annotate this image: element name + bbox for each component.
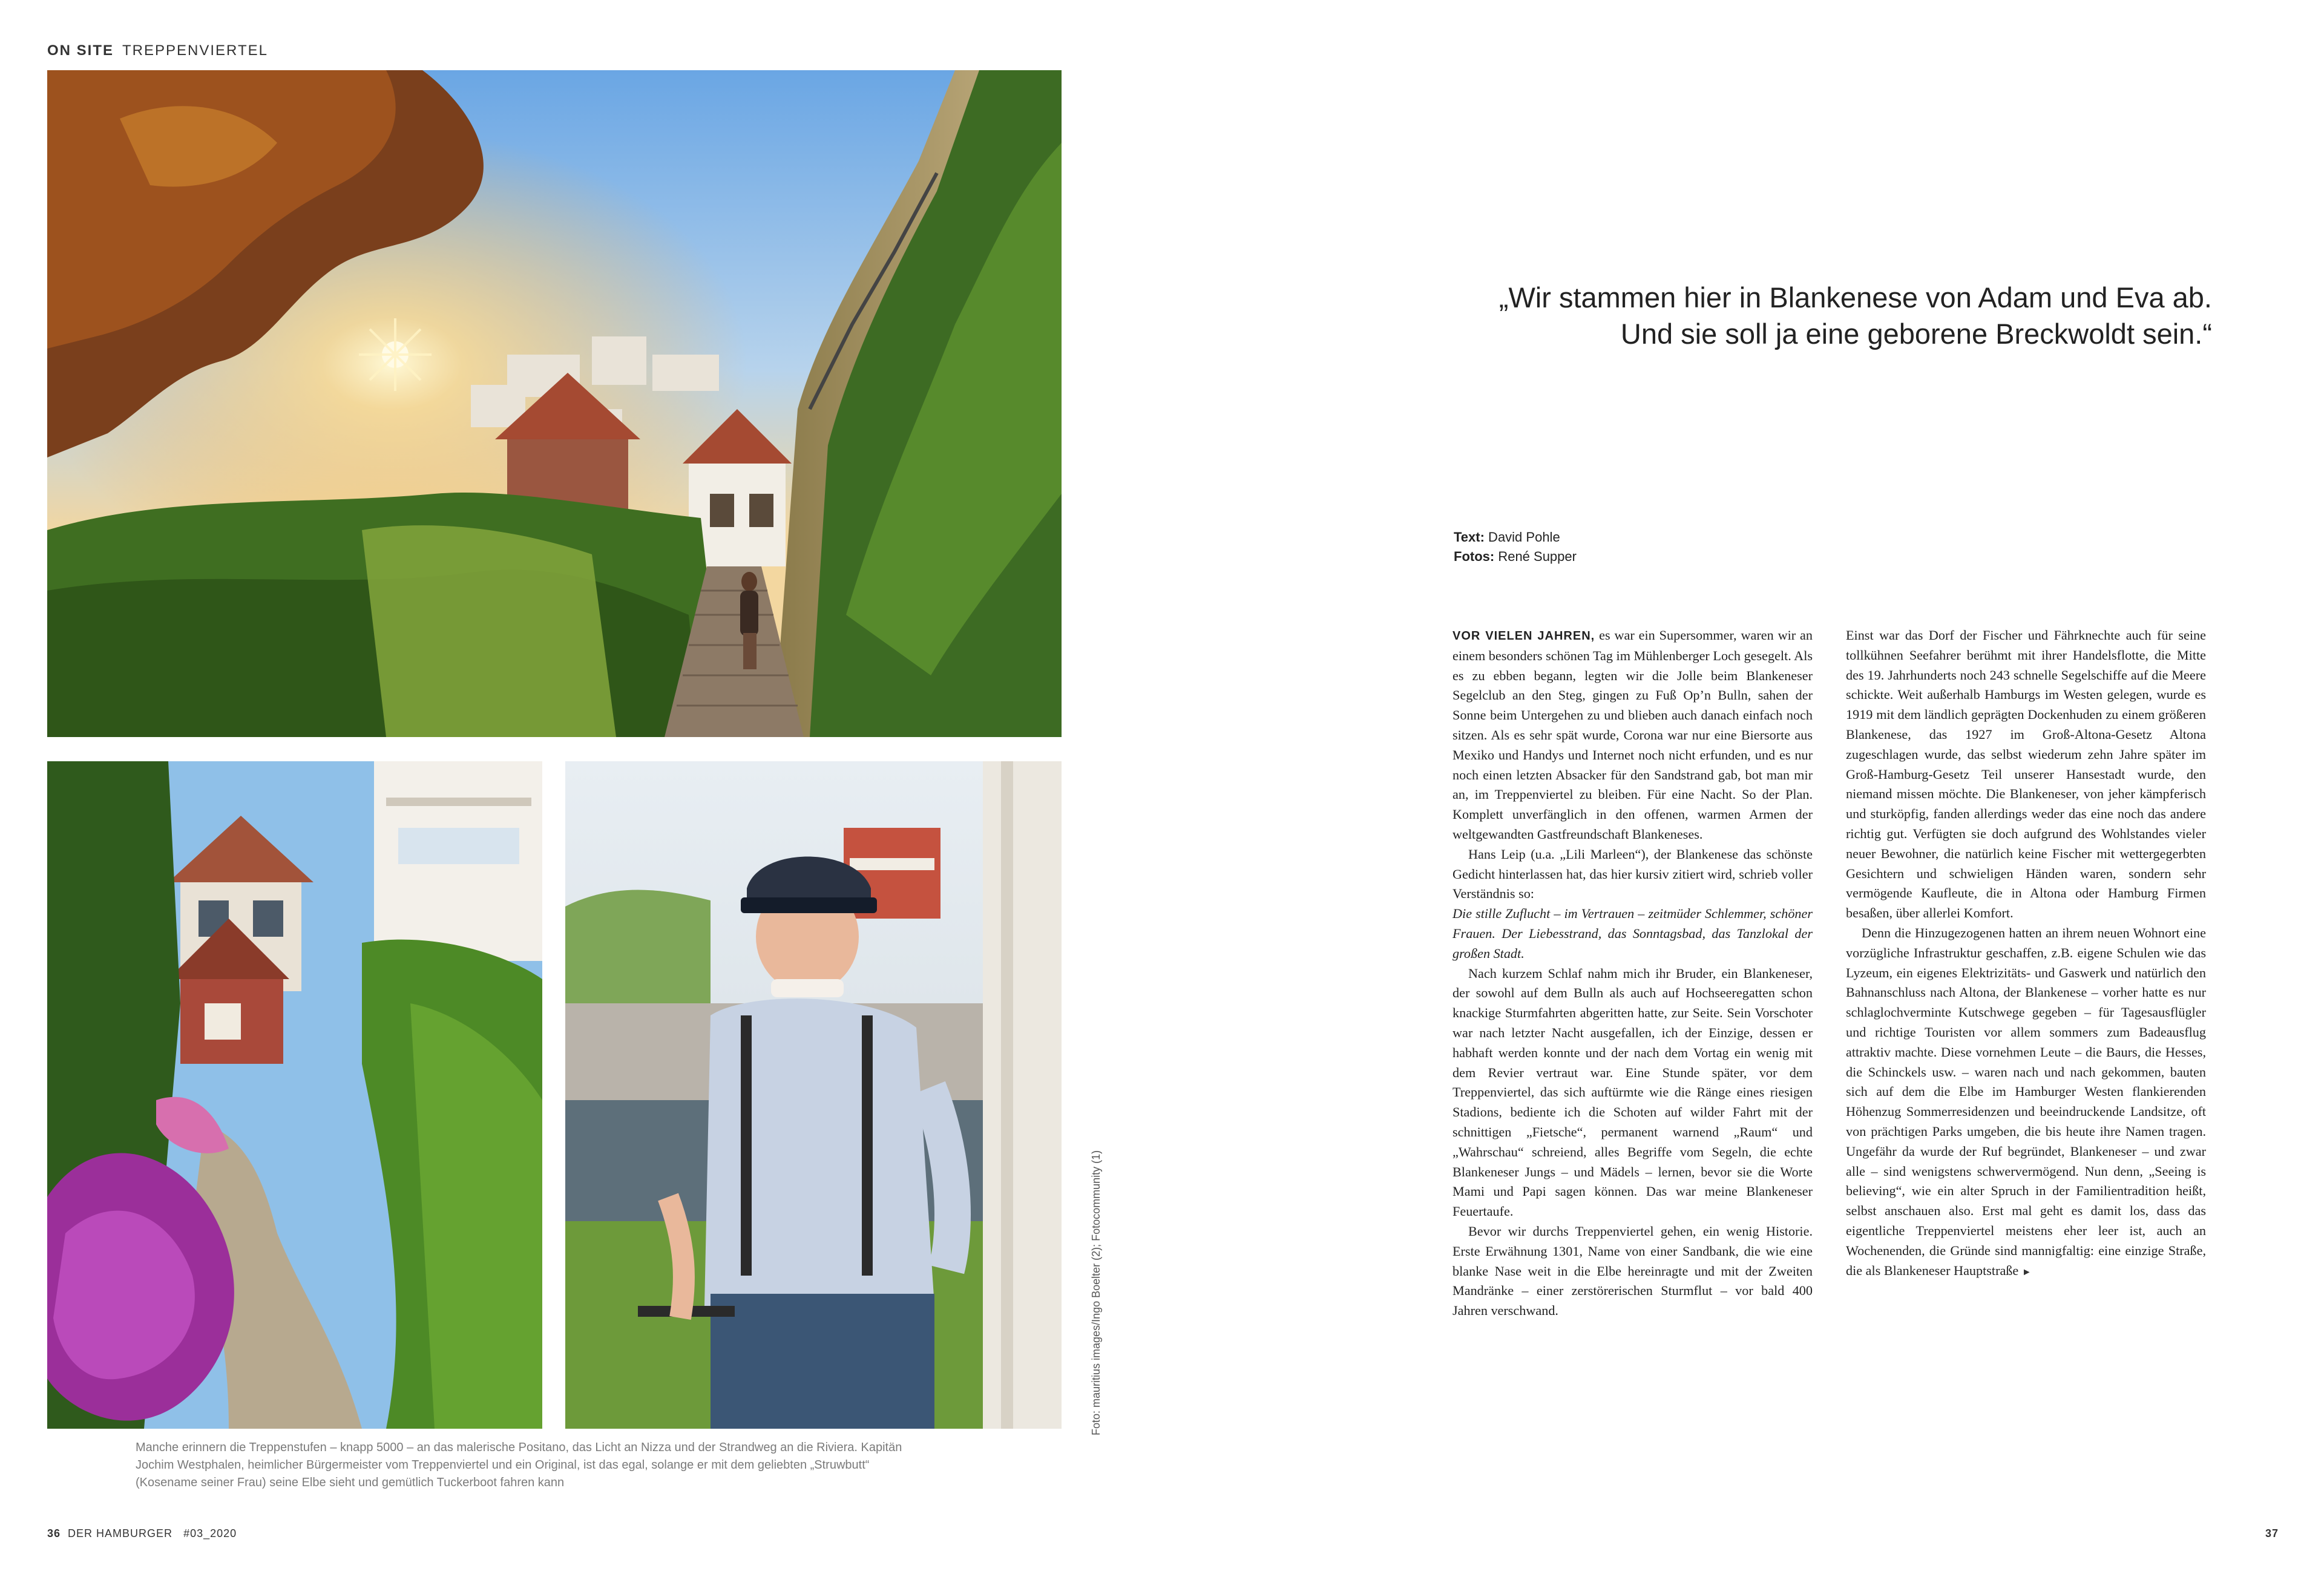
issue-number: #03_2020 xyxy=(183,1527,237,1539)
body-paragraph-2: Hans Leip (u.a. „Lili Marleen“), der Blankenese das schönste Gedicht hinterlassen hat, das hier kursiv zitiert wird, schrieb voller Verständnis so: xyxy=(1452,846,1813,902)
pull-quote xyxy=(1452,280,2212,352)
lead-in: VOR VIELEN JAHREN, xyxy=(1452,629,1595,643)
poem-text: Die stille Zuflucht – im Vertrauen – zeitmüder Schlemmer, schöner Frauen. Der Liebesstrand, das Sonntagsbad, das Tanzlokal der großen Stadt. xyxy=(1452,906,1813,961)
magazine-name: DER HAMBURGER xyxy=(68,1527,173,1539)
byline-author: David Pohle xyxy=(1484,529,1560,545)
captain-portrait-photo xyxy=(565,761,1062,1429)
continue-arrow-icon: ► xyxy=(2021,1267,2032,1277)
photo-credit-text: Foto: mauritius images/Ingo Boelter (2); Fotocommunity (1) xyxy=(1090,1150,1102,1435)
byline-photo-row xyxy=(1454,547,1577,566)
page-number-right: 37 xyxy=(2265,1527,2279,1539)
staircase-sunset-photo xyxy=(47,70,1062,737)
byline-text-label: Text: xyxy=(1454,529,1485,545)
photo-caption: Manche erinnern die Treppenstufen – knapp 5000 – an das malerische Positano, das Licht an Nizza und der Strandweg an die Riviera. Kapitän Jochim Westphalen, heimlicher Bürgermeister vom Treppenviertel und ein Original, ist das egal, solange er mit dem geliebten „Struwbutt“ (Kosename seiner Frau) seine Elbe sieht und gemütlich Tuckerboot fahren kann xyxy=(136,1441,902,1489)
body-paragraph-3: Nach kurzem Schlaf nahm mich ihr Bruder, ein Blankeneser, der sowohl auf dem Bulln als auch auf Hochseeregatten schon knackige Sturmfahrten abgeritten hatte, zur Seite. Sein Vorschoter war nach letzter Nacht ausgefallen, ich der Einzige, dessen er habhaft werden konnte und der nach dem Vortag ein wenig mit dem Revier vertraut war. Eine Stunde später, vor dem Treppenviertel, das sich auftürmte wie die Ränge eines riesigen Stadions, bediente ich die Schoten auf wilder Fahrt mit der schnittigen „Fietsche“, permanent warnend „Raum“ und „Wahrschau“ schreiend, alles Begriffe vom Segeln, die echte Blankeneser Jungs – und Mädels – lernen, bevor sie die Worte Mami und Papi sagen können. Das war meine Blankeneser Feuertaufe. xyxy=(1452,965,1813,1219)
byline xyxy=(1454,528,1577,566)
pull-quote-line-2: Und sie soll ja eine geborene Breckwoldt sein.“ xyxy=(1620,318,2212,350)
body-paragraph-4: Bevor wir durchs Treppenviertel gehen, ein wenig Historie. Erste Erwähnung 1301, Name von einer Sandbank, die wie eine blanke Nase weit in die Elbe hereinragte und mit der Zweiten Mandränke – einer zerstörerischen Sturmflut – vor bald 400 Jahren verschwand. xyxy=(1452,1223,1813,1319)
folio-right xyxy=(2265,1527,2286,1540)
garden-path-photo xyxy=(47,761,542,1429)
pull-quote-line-1: „Wir stammen hier in Blankenese von Adam und Eva ab. xyxy=(1498,281,2212,313)
body-paragraph-5: Einst war das Dorf der Fischer und Fährknechte auch für seine tollkühnen Seefahrer berühmt mit ihrer Handelsflotte, die Mitte des 19. Jahrhunderts noch 243 schnelle Segelschiffe auf die Meere schickte. Weit außerhalb Hamburgs im Westen gelegen, wurde es 1919 mit dem ländlich geprägten Dockenhuden zu einem größeren Blankenese, das 1927 im Groß-Altona-Gesetz Altona zugeschlagen wurde, das selbst wiederum zehn Jahre später im Groß-Hamburg-Gesetz Teil unserer Hansestadt wurde, den niemand missen möchte. Die Blankeneser, von jeher kämpferisch und sturköpfig, fanden allerdings weder das eine noch das andere richtig gut. Verfügten sie doch aufgrund des Wohlstandes vieler neuer Bewohner, die natürlich keine Fischer mit wettergegerbten Gesichtern und schwieligen Händen waren, sondern sehr vermögende Kaufleute, die in Altona oder Hamburg Firmen besaßen, über allerlei Komfort. xyxy=(1846,628,2206,921)
body-paragraph-6-text: Denn die Hinzugezogenen hatten an ihrem neuen Wohnort eine vorzügliche Infrastruktur geschaffen, z.B. eigene Schulen wie das Lyzeum, ein eigenes Elektrizitäts- und Gaswerk und natürlich den Bahnanschluss nach Altona, der Blankenese – vorher hatte es nur schlaglochverminte Kutschwege gegeben – für Tagesausflügler und richtige Touristen vor allem sommers zum Badeausflug attraktiv machte. Diese vornehmen Leute – die Baurs, die Hesses, die Schinckels usw. – waren nach und nach gekommen, bauten sich auf dem die Elbe im Hamburger Westen flankierenden Höhenzug Sommerresidenzen und beeindruckende Landsitze, oft von prächtigen Parks umgeben, die bis heute ihre Namen tragen. Ungefähr da wurde der Ruf begründet, Blankeneser – und zwar alle – sind wenigstens schwervermögend. Nun denn, „Seeing is believing“, wie ein alter Spruch in der Familientradition heißt, selbst anschauen also. Erst mal geht es damit los, dass das eigentliche Treppenviertel meistens eher leer ist, auch an Wochenenden, die Gründe sind mannigfaltig: eine einzige Straße, die als Blankeneser Hauptstraße xyxy=(1846,925,2206,1278)
section-kicker xyxy=(47,42,268,59)
body-paragraph-6 xyxy=(1846,923,2206,1282)
poem-quote xyxy=(1452,904,1813,963)
byline-text-row xyxy=(1454,528,1577,547)
body-column-1 xyxy=(1452,626,1813,1321)
body-paragraph-1-text: es war ein Supersommer, waren wir an einem besonders schönen Tag im Mühlenberger Loch gesegelt. Als es zu ebben begann, legten wir die Jolle beim Blankeneser Segelclub an den Steg, gingen zu Fuß Op’n Bulln, sahen der Sonne beim Untergehen zu und blieben auch danach einfach noch sitzen. Als es sehr spät wurde, Corona war nur eine Biersorte aus Mexiko und Handys und Internet noch nicht erfunden, und es nur noch einen letzten Absacker für den Sandstrand gab, bot man mir an, im Treppenviertel zu bleiben. Für eine Nacht. So der Plan. Komplett unverfänglich in den offenen, warmen Armen der weltgewandten Gastfreundschaft Blankeneses. xyxy=(1452,628,1813,842)
body-paragraph-1 xyxy=(1452,626,1813,845)
folio-left xyxy=(47,1527,237,1540)
photo-credit xyxy=(1088,1133,1103,1435)
byline-photo-label: Fotos: xyxy=(1454,549,1495,564)
subsection-label: TREPPENVIERTEL xyxy=(122,42,268,59)
section-label: ON SITE xyxy=(47,42,114,59)
byline-photographer: René Supper xyxy=(1494,549,1577,564)
body-column-2 xyxy=(1846,626,2206,1282)
page-number-left: 36 xyxy=(47,1527,61,1539)
